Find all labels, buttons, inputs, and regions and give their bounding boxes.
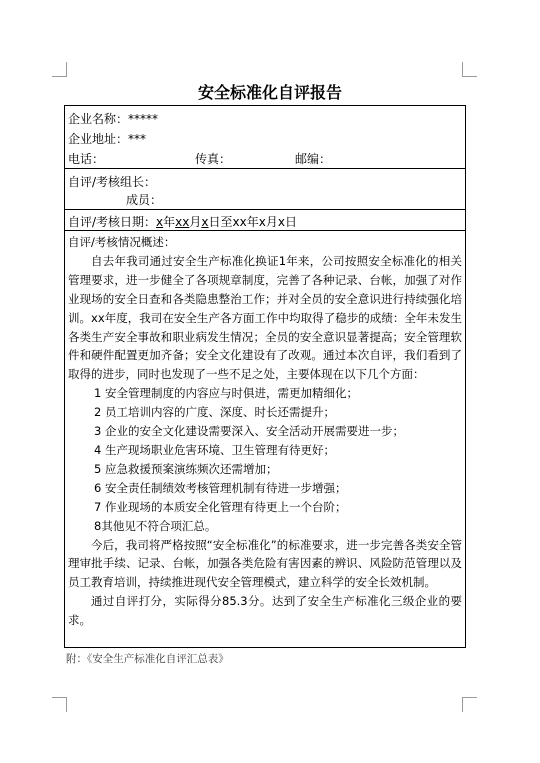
list-item: 4 生产现场职业危害环境、卫生管理有待更好； bbox=[94, 442, 335, 457]
company-name: 企业名称：***** bbox=[68, 112, 159, 126]
zip-label: 邮编： bbox=[295, 152, 332, 166]
list-item: 8其他见不符合项汇总。 bbox=[94, 518, 217, 533]
report-form bbox=[64, 105, 466, 648]
list-item: 7 作业现场的本质安全化管理有待更上一个台阶； bbox=[94, 499, 347, 514]
date-section bbox=[65, 209, 465, 230]
crop-mark-top-right bbox=[462, 62, 477, 77]
date-text: 月 bbox=[189, 215, 202, 229]
list-item: 5 应急救援预案演练频次还需增加； bbox=[94, 461, 278, 476]
plan-paragraph: 今后，我司将严格按照“安全标准化”的标准要求，进一步完善各类安全管理审批手续、记录、台帐，加强各类危险有害因素的辨识、风险防范管理以及员工教育培训，持续推进现代安全管理模式，建立科学的安全长效机制。 bbox=[68, 537, 462, 590]
date-start-month: xx bbox=[175, 215, 190, 229]
date-end-year: xx bbox=[232, 215, 247, 229]
document-title: 安全标准化自评报告 bbox=[197, 83, 342, 102]
attachment-note: 附：《安全生产标准化自评汇总表》 bbox=[66, 653, 229, 665]
company-address: 企业地址：*** bbox=[68, 132, 147, 146]
list-item: 2 员工培训内容的广度、深度、时长还需提升； bbox=[94, 405, 335, 420]
crop-mark-top-left bbox=[52, 62, 67, 77]
score-paragraph: 通过自评打分，实际得分85.3分。达到了安全生产标准化三级企业的要求。 bbox=[68, 594, 462, 628]
date-text: 日 bbox=[284, 215, 297, 229]
date-text: 年 bbox=[246, 215, 259, 229]
phone-label: 电话： bbox=[68, 152, 105, 166]
list-item: 3 企业的安全文化建设需要深入、安全活动开展需要进一步； bbox=[94, 424, 404, 439]
crop-mark-bottom-right bbox=[462, 697, 477, 712]
intro-paragraph: 自去年我司通过安全生产标准化换证1年来，公司按照安全标准化的相关管理要求，进一步健全了各项规章制度，完善了各种记录、台帐，加强了对作业现场的安全日查和各类隐患整治工作；并对全员的安全意识进行持续强化培训。xx年度，我司在安全生产各方面工作中均取得了稳步的成绩：全年未发生各类生产安全事故和职业病发生情况；全员的安全意识显著提高；安全管理软件和硬件配置更加齐备；安全文化建设有了改观。通过本次自评，我们看到了取得的进步，同时也发现了一些不足之处，主要体现在以下几个方面： bbox=[68, 253, 462, 382]
assessor-section bbox=[65, 168, 465, 209]
list-item: 1 安全管理制度的内容应与时俱进，需更加精细化； bbox=[94, 386, 358, 401]
date-text: 年 bbox=[163, 215, 176, 229]
date-text: 日至 bbox=[208, 215, 233, 229]
overview-section bbox=[65, 230, 465, 647]
overview-body bbox=[68, 233, 462, 630]
member-label: 成员： bbox=[126, 193, 163, 207]
fax-label: 传真： bbox=[195, 152, 232, 166]
date-label: 自评/考核日期： bbox=[68, 215, 157, 229]
date-end-month: x bbox=[258, 215, 266, 229]
date-start-year: x bbox=[156, 215, 164, 229]
company-info-section bbox=[65, 106, 465, 168]
date-text: 月 bbox=[265, 215, 278, 229]
crop-mark-bottom-left bbox=[52, 697, 67, 712]
overview-label: 自评/考核情况概述： bbox=[68, 235, 176, 249]
assessment-date bbox=[68, 213, 297, 230]
date-end-day: x bbox=[277, 215, 285, 229]
list-item: 6 安全责任制绩效考核管理机制有待进一步增强； bbox=[94, 480, 347, 495]
date-start-day: x bbox=[201, 215, 209, 229]
leader-label: 自评/考核组长： bbox=[68, 175, 157, 189]
